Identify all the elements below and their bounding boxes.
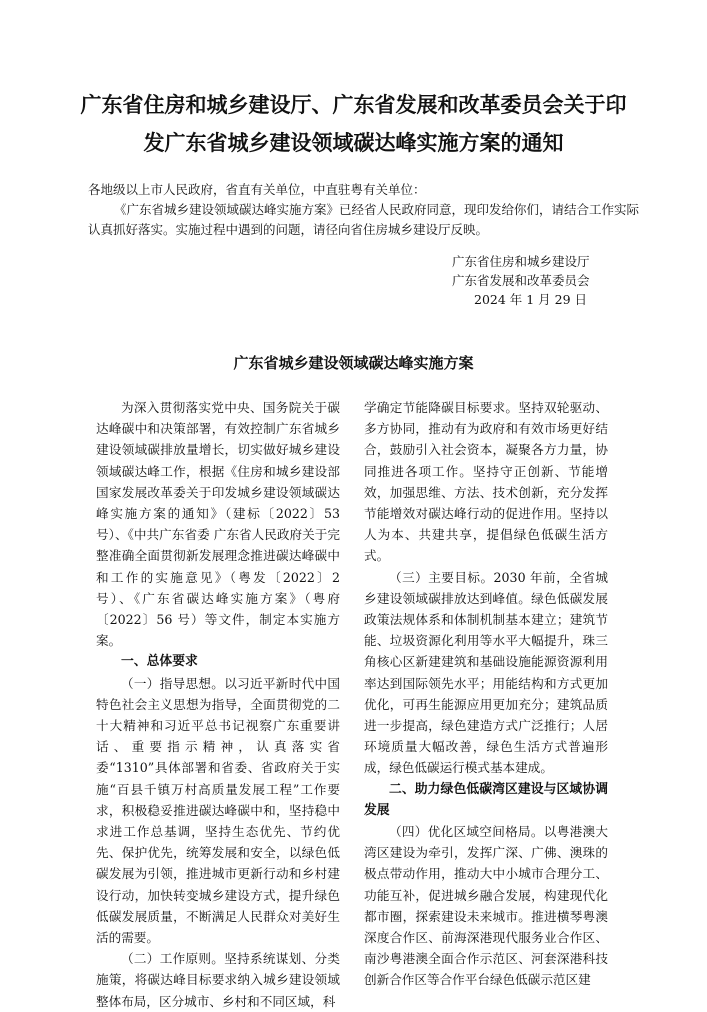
intro-paragraph: 为深入贯彻落实党中央、国务院关于碳达峰碳中和决策部署，有效控制广东省城乡建设领域碳排放量增长，切实做好城乡建设领域碳达峰工作，根据《住房和城乡建设部国家发展改革委关于印发城乡建设领域碳达峰实施方案的通知》（建标〔2022〕53 号）、《中共广东省委 广东省人民政府关于完整准确全面贯彻新发展理念推进碳达峰碳中和工作的实施意见》（粤发〔2022〕2 号）、《广东省碳达峰实施方案》（粤府〔2022〕56 号）等文件，制定本实施方案。 (96, 400, 340, 649)
notice-body (88, 180, 648, 240)
paragraph-work-principles-continued: 学确定节能降碳目标要求。坚持双轮驱动、多方协同，推动有为政府和有效市场更好结合，鼓励引入社会资本，凝聚各方力量，协同推进各项工作。坚持守正创新、节能增效，加强思维、方法、技术创新，充分发挥节能增效对碳达峰行动的促进作用。坚持以人为本、共建共享，提倡绿色低碳生活方式。 (364, 400, 608, 564)
signature-date: 2024 年 1 月 29 日 (474, 292, 588, 307)
paragraph-main-goals: （三）主要目标。2030 年前，全省城乡建设领域碳排放达到峰值。绿色低碳发展政策法规体系和体制机制基本建立；建筑节能、垃圾资源化利用等水平大幅提升，珠三角核心区新建建筑和基础设施能源资源利用率达到国际领先水平；用能结构和方式更加优化，可再生能源应用更加充分；建筑品质进一步提高，绿色建造方式广泛推行；人居环境质量大幅改善，绿色生活方式普遍形成，绿色低碳运行模式基本建成。 (364, 569, 608, 776)
title-line-1: 广东省住房和城乡建设厅、广东省发展和改革委员会关于印 (80, 93, 627, 117)
signature-block (452, 252, 590, 309)
document-title (40, 86, 667, 162)
plan-title: 广东省城乡建设领域碳达峰实施方案 (233, 354, 474, 372)
left-column (96, 397, 340, 1012)
paragraph-regional-layout: （四）优化区域空间格局。以粤港澳大湾区建设为牵引，发挥广深、广佛、澳珠的极点带动作用，推动大中小城市合理分工、功能互补，促进城乡融合发展，构建现代化都市圈，探索建设未来城市。推进横琴粤澳深度合作区、前海深港现代服务业合作区、南沙粤港澳全面合作示范区、河套深港科技创新合作区等合作平台绿色低碳示范区建 (364, 824, 608, 988)
title-line-2: 发广东省城乡建设领域碳达峰实施方案的通知 (143, 131, 564, 155)
notice-greeting: 各地级以上市人民政府，省直有关单位，中直驻粤有关单位： (88, 182, 426, 197)
section-heading-1: 一、总体要求 (121, 654, 198, 670)
signature-org-1: 广东省住房和城乡建设厅 (452, 254, 590, 269)
paragraph-work-principles: （二）工作原则。坚持系统谋划、分类施策，将碳达峰目标要求纳入城乡建设领域整体布局，区分城市、乡村和不同区域，科 (96, 951, 340, 1009)
notice-text: 《广东省城乡建设领域碳达峰实施方案》已经省人民政府同意，现印发给你们，请结合工作实际认真抓好落实。实施过程中遇到的问题，请径向省住房城乡建设厅反映。 (88, 202, 640, 237)
paragraph-guiding-thought: （一）指导思想。以习近平新时代中国特色社会主义思想为指导，全面贯彻党的二十大精神和习近平总书记视察广东重要讲话、重要指示精神，认真落实省委“1310”具体部署和省委、省政府关于实施“百县千镇万村高质量发展工程”工作要求，积极稳妥推进碳达峰碳中和，坚持稳中求进工作总基调，坚持生态优先、节约优先、保护优先，统筹发展和安全，以绿色低碳发展为引领，推进城市更新行动和乡村建设行动，加快转变城乡建设方式，提升绿色低碳发展质量，不断满足人民群众对美好生活的需要。 (96, 675, 340, 946)
signature-org-2: 广东省发展和改革委员会 (452, 273, 590, 288)
right-column (364, 397, 608, 991)
section-heading-2: 二、助力绿色低碳湾区建设与区域协调发展 (364, 781, 608, 818)
